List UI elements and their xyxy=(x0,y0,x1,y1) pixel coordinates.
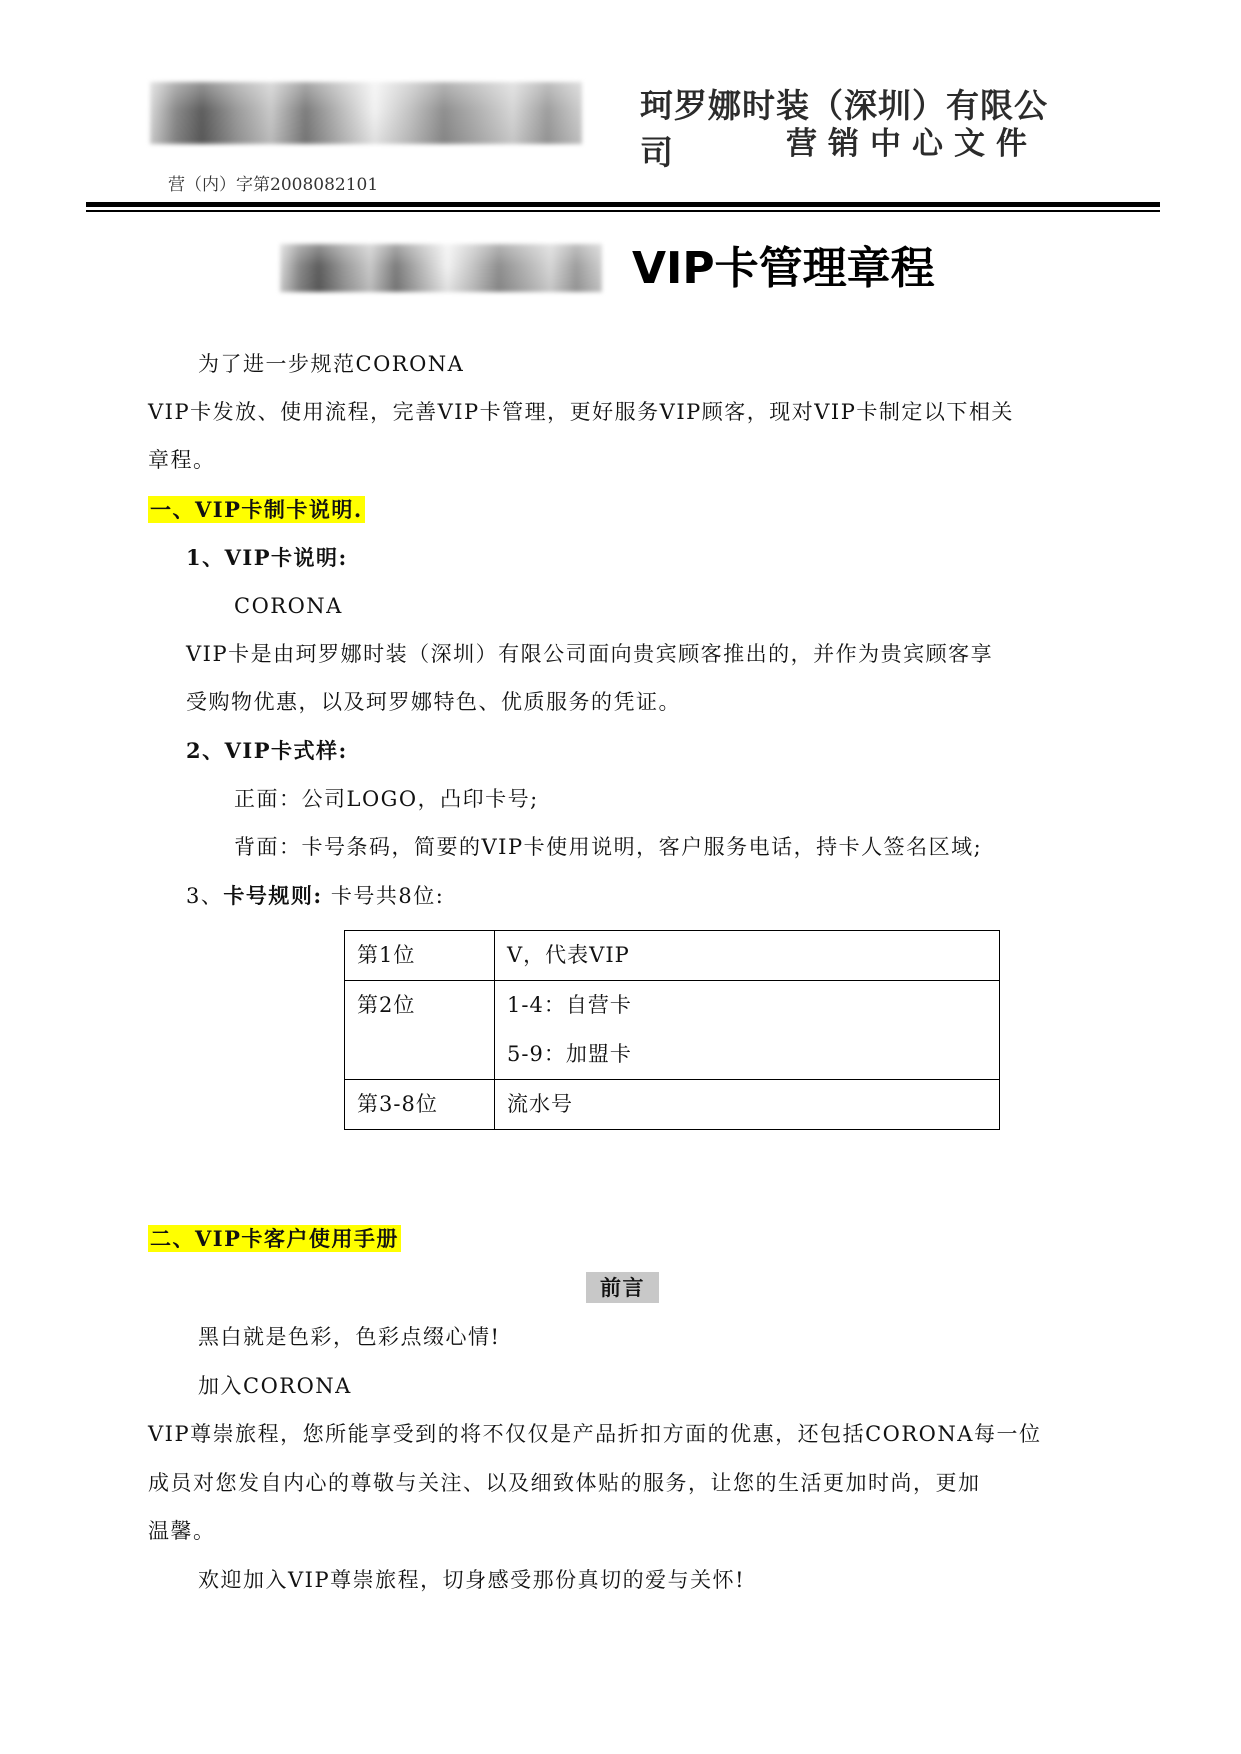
intro-line-2: VIP卡发放、使用流程，完善VIP卡管理，更好服务VIP顾客，现对VIP卡制定以下相关 xyxy=(148,400,1014,424)
department-title: 营销中心文件 xyxy=(786,126,1038,162)
subsection-1-line-2: VIP卡是由珂罗娜时装（深圳）有限公司面向贵宾顾客推出的，并作为贵宾顾客享 xyxy=(186,642,994,666)
subsection-1-line-3: 受购物优惠，以及珂罗娜特色、优质服务的凭证。 xyxy=(186,690,681,714)
subsection-1-heading: 1、VIP卡说明: xyxy=(186,545,348,570)
table-row xyxy=(345,1080,1000,1130)
preface-paragraph-6: 欢迎加入VIP尊崇旅程，切身感受那份真切的爱与关怀! xyxy=(198,1568,746,1592)
preface-title xyxy=(586,1275,659,1301)
table-cell-description xyxy=(495,981,1000,1080)
table-row xyxy=(345,931,1000,981)
intro-line-1: 为了进一步规范CORONA xyxy=(198,352,465,376)
subsection-2-heading: 2、VIP卡式样: xyxy=(186,738,348,763)
card-front-description: 正面：公司LOGO，凸印卡号; xyxy=(234,787,539,811)
document-title: VIP卡管理章程 xyxy=(632,243,935,294)
preface-paragraph-5: 温馨。 xyxy=(148,1519,216,1543)
intro-line-3: 章程。 xyxy=(148,448,216,472)
title-logo-image xyxy=(280,244,602,292)
table-cell-description xyxy=(495,1080,1000,1130)
section-1-heading-text: 一、VIP卡制卡说明. xyxy=(150,497,363,522)
table-cell-position: 第3-8位 xyxy=(345,1080,495,1130)
preface-paragraph-3: VIP尊崇旅程，您所能享受到的将不仅仅是产品折扣方面的优惠，还包括CORONA每一位 xyxy=(148,1422,1042,1446)
section-1-heading xyxy=(148,497,365,522)
table-cell-position: 第1位 xyxy=(345,931,495,981)
header-divider-thick xyxy=(86,202,1160,207)
table-row xyxy=(345,981,1000,1080)
header-logo-image xyxy=(150,82,582,144)
table-cell-description-line: 5-9：加盟卡 xyxy=(507,1042,632,1066)
card-number-rules-table xyxy=(344,930,1000,1130)
subsection-1-line-1: CORONA xyxy=(234,594,343,618)
subsection-3-number: 3、 xyxy=(186,884,224,908)
subsection-3-text: 卡号共8位: xyxy=(330,884,445,908)
header-divider-thin xyxy=(86,210,1160,212)
table-cell-description-line: 1-4：自营卡 xyxy=(507,993,632,1017)
section-2-heading-text: 二、VIP卡客户使用手册 xyxy=(150,1226,399,1251)
table-cell-position: 第2位 xyxy=(345,981,495,1080)
table-cell-description-line: 流水号 xyxy=(507,1092,573,1116)
preface-paragraph-4: 成员对您发自内心的尊敬与关注、以及细致体贴的服务，让您的生活更加时尚，更加 xyxy=(148,1471,981,1495)
subsection-3-heading: 卡号规则: xyxy=(223,883,323,908)
preface-paragraph-2: 加入CORONA xyxy=(198,1374,352,1398)
company-name: 珂罗娜时装（深圳）有限公司 xyxy=(640,86,1048,172)
preface-paragraph-1: 黑白就是色彩，色彩点缀心情! xyxy=(198,1325,501,1349)
subsection-3-line xyxy=(186,883,444,909)
document-number: 营（内）字第2008082101 xyxy=(168,175,379,195)
preface-title-text: 前言 xyxy=(586,1272,659,1303)
section-2-heading xyxy=(148,1226,401,1251)
table-cell-description xyxy=(495,931,1000,981)
card-back-description: 背面：卡号条码，简要的VIP卡使用说明，客户服务电话，持卡人签名区域; xyxy=(234,835,983,859)
table-cell-description-line: V，代表VIP xyxy=(507,943,630,967)
